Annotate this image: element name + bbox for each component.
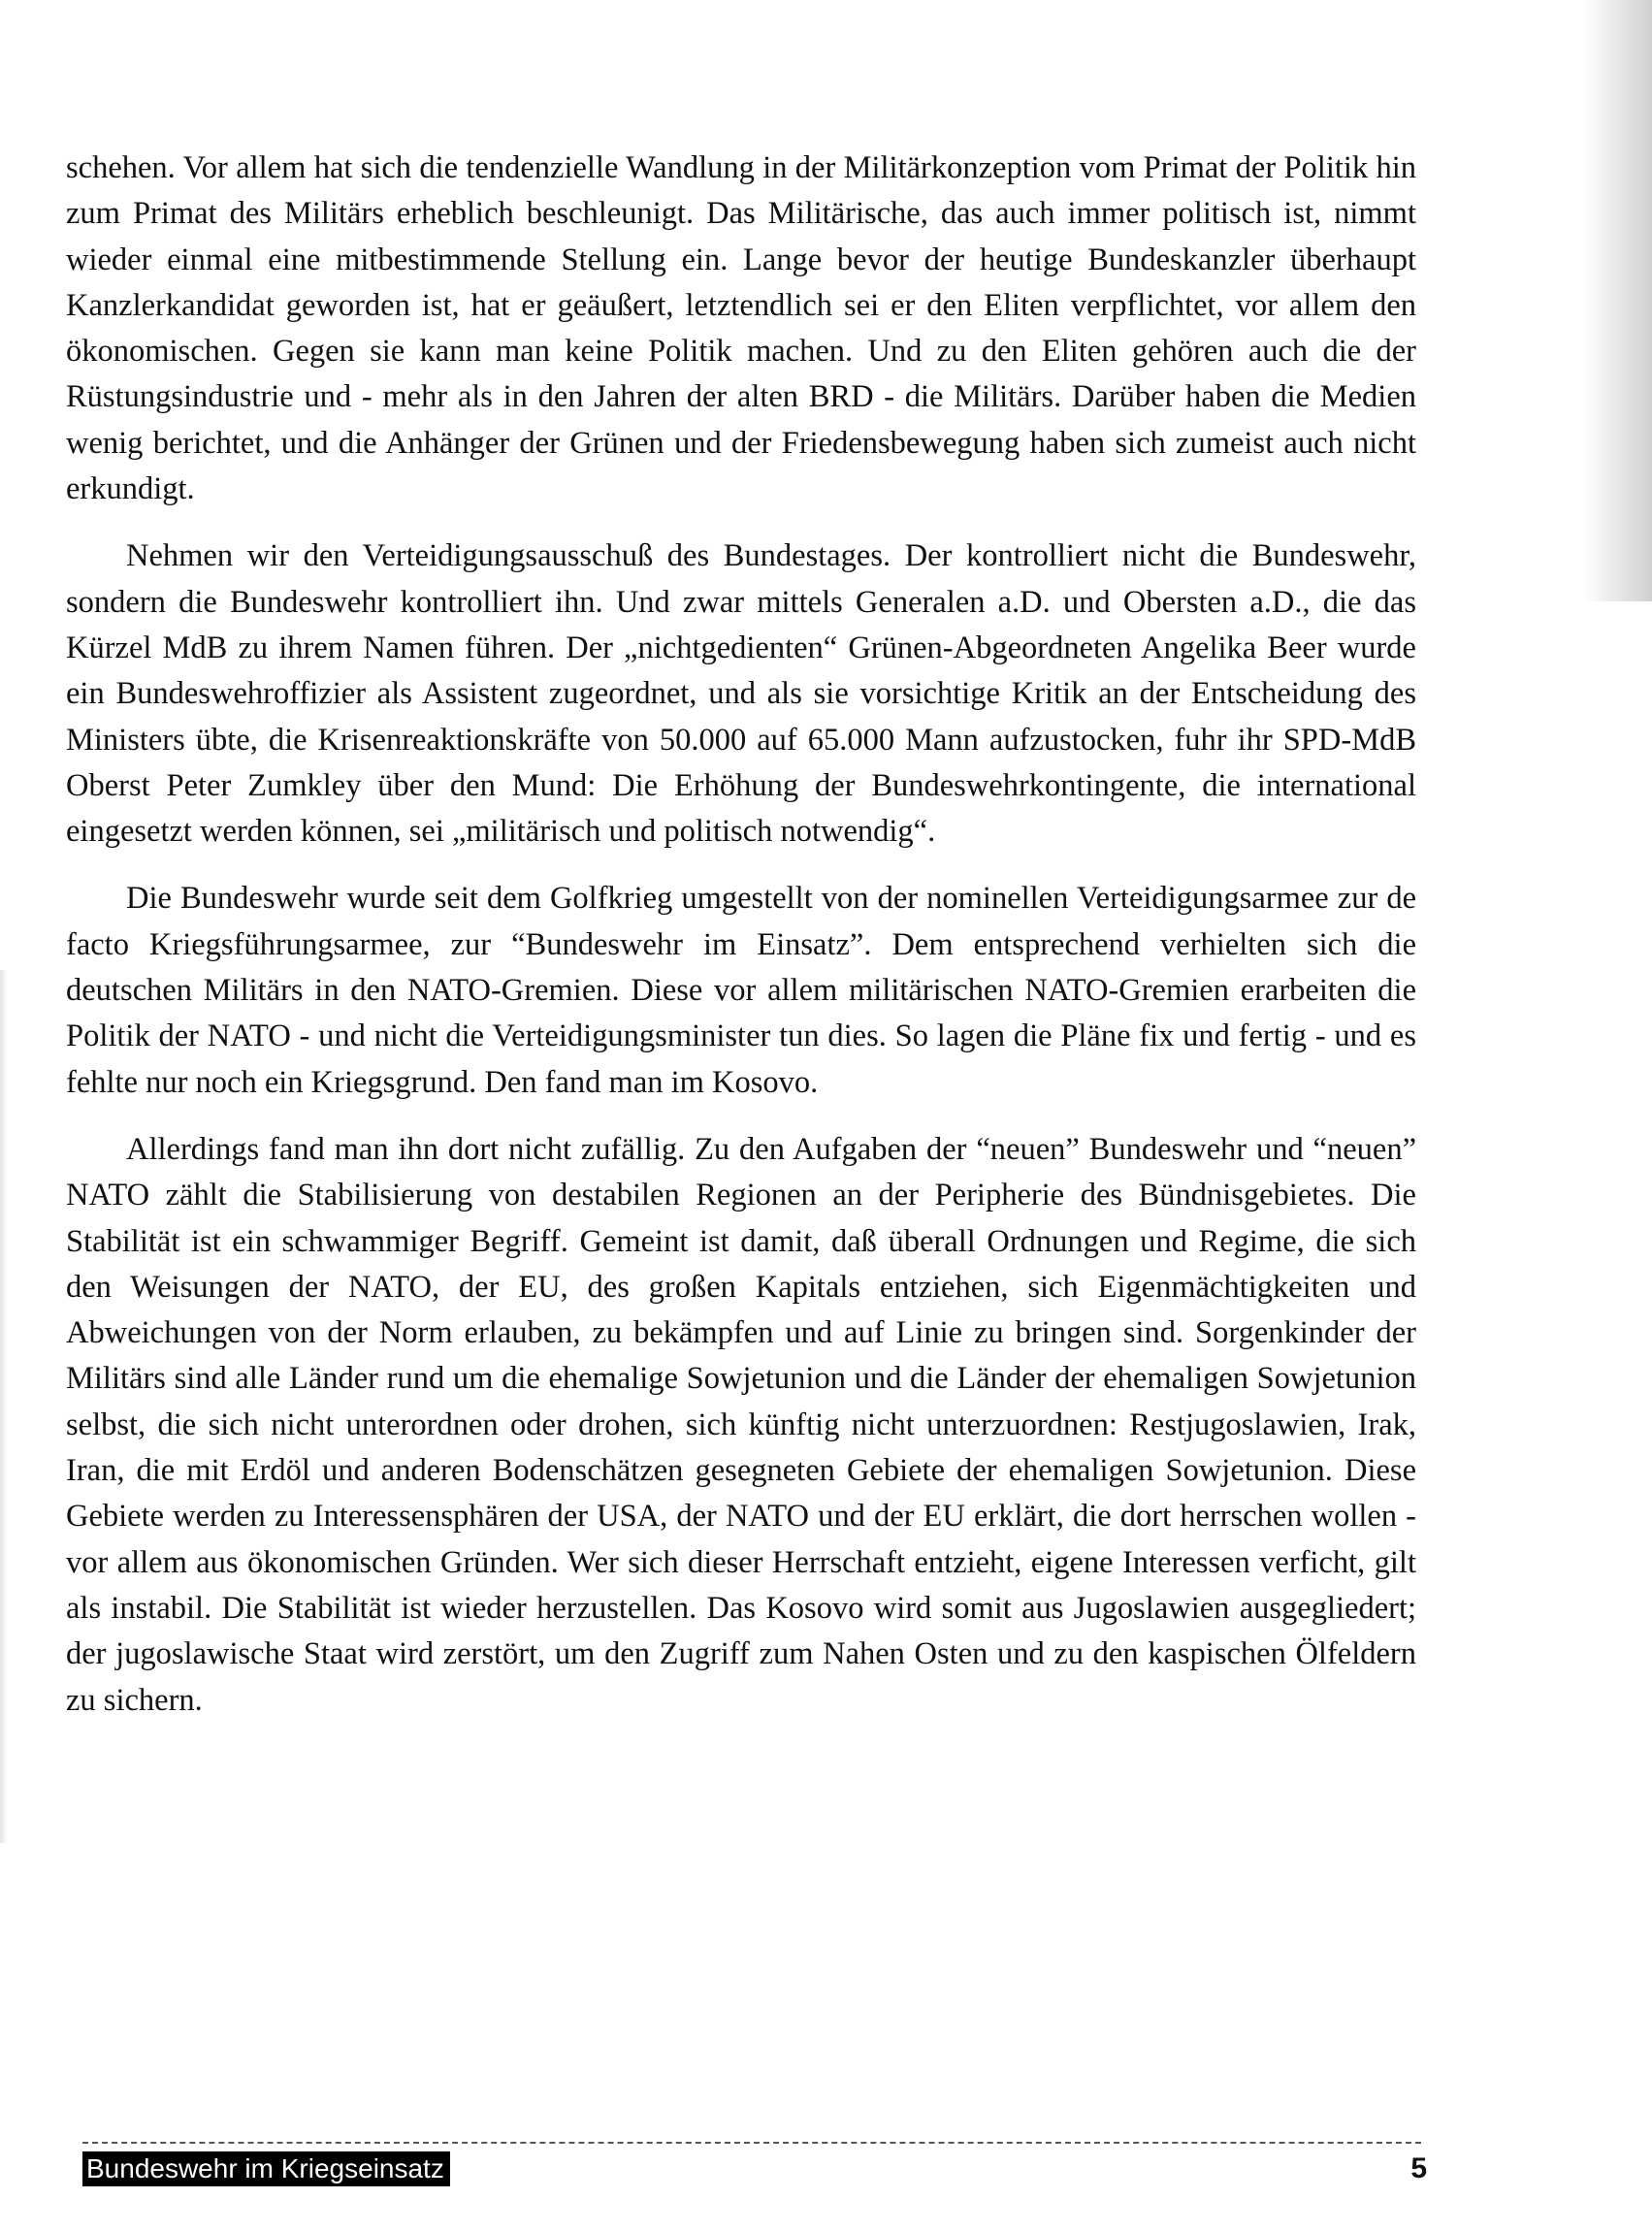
footer-title: Bundeswehr im Kriegseinsatz xyxy=(82,2151,450,2186)
paragraph-2: Nehmen wir den Verteidigungsausschuß des Bundestages. Der kontrolliert nicht die Bundeswehr, sondern die Bundeswehr kontrolliert ihn. Und zwar mittels Generalen a.D. und Obersten a.D., die das Kürzel MdB zu ihrem Namen führen. Der „nichtgedienten“ Grünen-Abgeordneten Angelika Beer wurde ein Bundeswehroffizier als Assistent zugeordnet, und als sie vorsichtige Kritik an der Entscheidung des Ministers übte, die Krisenreaktionskräfte von 50.000 auf 65.000 Mann aufzustocken, fuhr ihr SPD-MdB Oberst Peter Zumkley über den Mund: Die Erhöhung der Bundeswehrkontingente, die international eingesetzt werden können, sei „militärisch und politisch notwendig“. xyxy=(66,538,1416,850)
paragraph-1: schehen. Vor allem hat sich die tendenzielle Wandlung in der Militärkonzeption vom Primat der Politik hin zum Primat des Militärs erheblich beschleunigt. Das Militärische, das auch immer politisch ist, nimmt wieder einmal eine mitbestimmende Stellung ein. Lange bevor der heutige Bundeskanzler überhaupt Kanzlerkandidat geworden ist, hat er geäußert, letztendlich sei er den Eliten verpflichtet, vor allem den ökonomischen. Gegen sie kann man keine Politik machen. Und zu den Eliten gehören auch die der Rüstungsindustrie und - mehr als in den Jahren der alten BRD - die Militärs. Darüber haben die Medien wenig berichtet, und die Anhänger der Grünen und der Friedensbewegung haben sich zumeist auch nicht erkundigt. xyxy=(66,150,1416,507)
footer-divider xyxy=(82,2142,1421,2144)
body-text xyxy=(66,146,1416,1745)
page-number: 5 xyxy=(1410,2152,1427,2184)
paragraph-3: Die Bundeswehr wurde seit dem Golfkrieg umgestellt von der nominellen Verteidigungsarmee zur de facto Kriegsführungsarmee, zur “Bundeswehr im Einsatz”. Dem entsprechend verhielten sich die deutschen Militärs in den NATO-Gremien. Diese vor allem militärischen NATO-Gremien erarbeiten die Politik der NATO - und nicht die Verteidigungsminister tun dies. So lagen die Pläne fix und fertig - und es fehlte nur noch ein Kriegsgrund. Den fand man im Kosovo. xyxy=(66,881,1416,1100)
scan-shadow-left xyxy=(0,970,8,1843)
paragraph-4: Allerdings fand man ihn dort nicht zufällig. Zu den Aufgaben der “neuen” Bundeswehr und “neuen” NATO zählt die Stabilisierung von destabilen Regionen an der Peripherie des Bündnisgebietes. Die Stabilität ist ein schwammiger Begriff. Gemeint ist damit, daß überall Ordnungen und Regime, die sich den Weisungen der NATO, der EU, des großen Kapitals entziehen, sich Eigenmächtigkeiten und Abweichungen von der Norm erlauben, zu bekämpfen und auf Linie zu bringen sind. Sorgenkinder der Militärs sind alle Länder rund um die ehemalige Sowjetunion und die Länder der ehemaligen Sowjetunion selbst, die sich nicht unterordnen oder drohen, sich künftig nicht unterzuordnen: Restjugoslawien, Irak, Iran, die mit Erdöl und anderen Bodenschätzen gesegneten Gebiete der ehemaligen Sowjetunion. Diese Gebiete werden zu Interessensphären der USA, der NATO und der EU erklärt, die dort herrschen wollen - vor allem aus ökonomischen Gründen. Wer sich dieser Herrschaft entzieht, eigene Interessen verficht, gilt als instabil. Die Stabilität ist wieder herzustellen. Das Kosovo wird somit aus Jugoslawien ausgegliedert; der jugoslawische Staat wird zerstört, um den Zugriff zum Nahen Osten und zu den kaspischen Ölfeldern zu sichern. xyxy=(66,1131,1416,1718)
scan-shadow-right xyxy=(1584,0,1652,601)
